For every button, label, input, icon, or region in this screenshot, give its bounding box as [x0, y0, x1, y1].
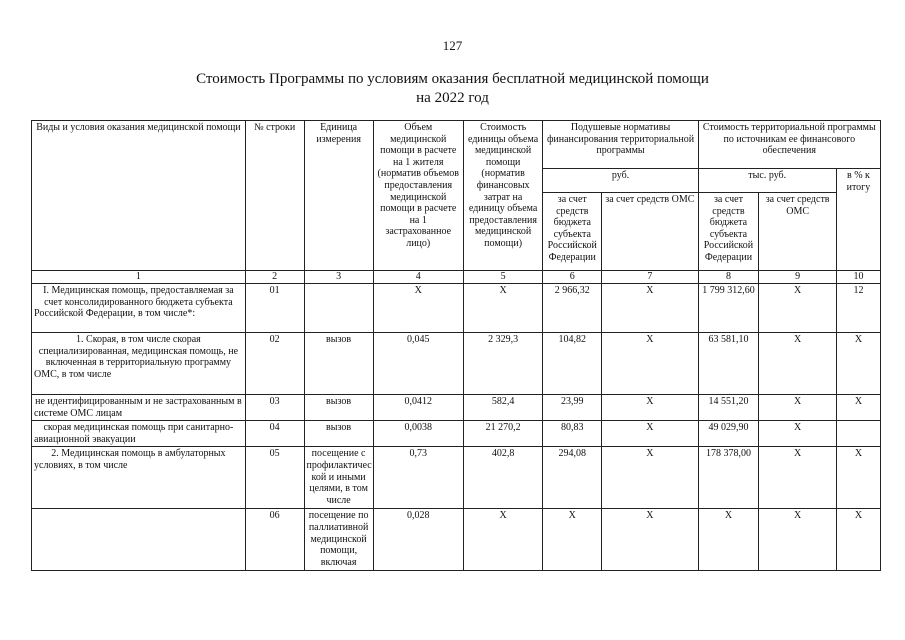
row-pc-oms: X — [602, 395, 698, 421]
row-pc-oms: X — [602, 509, 698, 571]
col-number: 5 — [463, 271, 543, 284]
col-number: 8 — [698, 271, 759, 284]
header-kind: Виды и условия оказания медицинской помощи — [32, 121, 246, 271]
header-line-no: № строки — [245, 121, 304, 271]
row-unit — [304, 284, 373, 333]
header-pc-budget: за счет средств бюджета субъекта Российской Федерации — [543, 193, 602, 271]
title-line-1: Стоимость Программы по условиям оказания бесплатной медицинской помощи — [196, 71, 709, 87]
row-name: I. Медицинская помощь, предоставляемая за счет консолидированного бюджета субъекта Российской Федерации, в том числе*: — [32, 284, 246, 333]
header-percent: в % к итогу — [836, 169, 880, 271]
row-unit: посещение по паллиативной медицинской помощи, включая — [304, 509, 373, 571]
row-volume: 0,73 — [373, 447, 463, 509]
row-pct: X — [836, 509, 880, 571]
row-unit: посещение с профилактичес кой и иными целями, в том числе — [304, 447, 373, 509]
row-name: не идентифицированным и не застрахованным в системе ОМС лицам — [32, 395, 246, 421]
col-number: 6 — [543, 271, 602, 284]
row-pc-oms: X — [602, 447, 698, 509]
row-cost: X — [463, 509, 543, 571]
col-number: 3 — [304, 271, 373, 284]
row-pct: 12 — [836, 284, 880, 333]
row-tot-budget: 49 029,90 — [698, 421, 759, 447]
row-line: 06 — [245, 509, 304, 571]
header-per-capita: Подушевые нормативы финансирования территориальной программы — [543, 121, 698, 169]
row-line: 02 — [245, 333, 304, 395]
row-name: 1. Скорая, в том числе скорая специализированная, медицинская помощь, не включенная в территориальную программу ОМС, в том числе — [32, 333, 246, 395]
row-tot-budget: 63 581,10 — [698, 333, 759, 395]
col-number: 4 — [373, 271, 463, 284]
row-line: 05 — [245, 447, 304, 509]
row-line: 04 — [245, 421, 304, 447]
row-cost: 21 270,2 — [463, 421, 543, 447]
row-name: скорая медицинская помощь при санитарно-авиационной эвакуации — [32, 421, 246, 447]
row-tot-budget: 1 799 312,60 — [698, 284, 759, 333]
row-tot-budget: 178 378,00 — [698, 447, 759, 509]
row-volume: X — [373, 284, 463, 333]
col-number: 10 — [836, 271, 880, 284]
row-tot-oms: X — [759, 509, 837, 571]
row-cost: 582,4 — [463, 395, 543, 421]
header-volume: Объем медицинской помощи в расчете на 1 жителя (норматив объемов предоставления медицинской помощи в расчете на 1 застрахованное лицо) — [373, 121, 463, 271]
row-tot-oms: X — [759, 395, 837, 421]
row-pct: X — [836, 447, 880, 509]
row-unit: вызов — [304, 421, 373, 447]
col-number: 9 — [759, 271, 837, 284]
row-name: 2. Медицинская помощь в амбулаторных условиях, в том числе — [32, 447, 246, 509]
row-pc-budget: 80,83 — [543, 421, 602, 447]
title-line-2: на 2022 год — [416, 90, 489, 106]
header-unit-cost: Стоимость единицы объема медицинской помощи (норматив финансовых затрат на единицу объема предоставления медицинской помощи) — [463, 121, 543, 271]
row-volume: 0,045 — [373, 333, 463, 395]
row-volume: 0,028 — [373, 509, 463, 571]
table-row — [32, 421, 881, 447]
table-row — [32, 333, 881, 395]
row-line: 01 — [245, 284, 304, 333]
row-tot-budget: X — [698, 509, 759, 571]
table-row — [32, 447, 881, 509]
row-pc-budget: 104,82 — [543, 333, 602, 395]
col-number: 2 — [245, 271, 304, 284]
row-tot-oms: X — [759, 447, 837, 509]
row-pc-oms: X — [602, 333, 698, 395]
table-row — [32, 395, 881, 421]
row-volume: 0,0038 — [373, 421, 463, 447]
row-line: 03 — [245, 395, 304, 421]
header-tot-oms: за счет средств ОМС — [759, 193, 837, 271]
row-pc-budget: X — [543, 509, 602, 571]
row-unit: вызов — [304, 395, 373, 421]
row-tot-oms: X — [759, 421, 837, 447]
row-pct: X — [836, 395, 880, 421]
header-unit: Единица измерения — [304, 121, 373, 271]
table-row — [32, 509, 881, 571]
row-volume: 0,0412 — [373, 395, 463, 421]
col-number: 1 — [32, 271, 246, 284]
col-number: 7 — [602, 271, 698, 284]
table-row — [32, 284, 881, 333]
row-tot-oms: X — [759, 333, 837, 395]
row-unit: вызов — [304, 333, 373, 395]
row-pc-oms: X — [602, 284, 698, 333]
row-pc-budget: 294,08 — [543, 447, 602, 509]
row-pc-oms: X — [602, 421, 698, 447]
row-tot-oms: X — [759, 284, 837, 333]
row-cost: 402,8 — [463, 447, 543, 509]
header-thousand-rub: тыс. руб. — [698, 169, 836, 193]
header-tot-budget: за счет средств бюджета субъекта Российской Федерации — [698, 193, 759, 271]
page-title — [0, 70, 905, 108]
row-tot-budget: 14 551,20 — [698, 395, 759, 421]
row-cost: 2 329,3 — [463, 333, 543, 395]
row-cost: X — [463, 284, 543, 333]
row-pc-budget: 2 966,32 — [543, 284, 602, 333]
row-pct: X — [836, 333, 880, 395]
header-program-cost: Стоимость территориальной программы по источникам ее финансового обеспечения — [698, 121, 880, 169]
column-number-row — [32, 271, 881, 284]
page-number: 127 — [442, 38, 463, 53]
header-rub: руб. — [543, 169, 698, 193]
cost-table — [31, 120, 881, 571]
row-pct — [836, 421, 880, 447]
row-name — [32, 509, 246, 571]
row-pc-budget: 23,99 — [543, 395, 602, 421]
header-pc-oms: за счет средств ОМС — [602, 193, 698, 271]
